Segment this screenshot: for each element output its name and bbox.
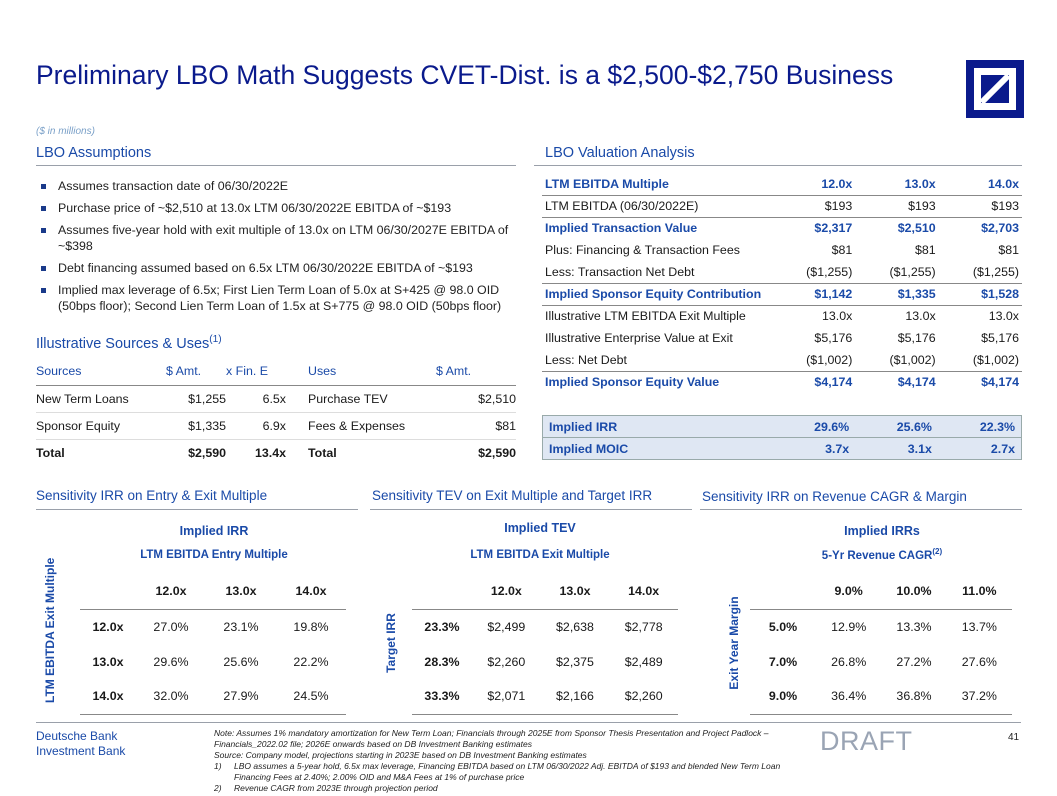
table-row: Illustrative Enterprise Value at Exit $5,176 $5,176 $5,176 [545,331,1019,345]
sens3-divider [700,509,1022,510]
sens2-subheading: LTM EBITDA Exit Multiple [470,549,610,561]
sens2-table [412,574,678,715]
table-row: 12.0x 27.0% 23.1% 19.8% [92,619,329,634]
assumption-bullet: Assumes five-year hold with exit multiple of 13.0x on LTM 06/30/2027E EBITDA of ~$398 [36,222,514,254]
table-row: 33.3% $2,071 $2,166 $2,260 [412,679,678,714]
sources-uses-title: Illustrative Sources & Uses$^{(1)}$ [36,334,222,352]
valuation-title: LBO Valuation Analysis [545,145,695,161]
table-row: 23.3% $2,499 $2,638 $2,778 [424,619,663,634]
sens2-title: Sensitivity TEV on Exit Multiple and Target IRR [372,488,653,503]
table-row: 5.0% 12.9% 13.3% 13.7% [768,619,997,634]
table-header-row: 9.0% 10.0% 11.0% [750,574,1012,609]
brand-name: Deutsche Bank [36,729,118,743]
sens1-table [80,574,346,715]
column-header: $ Amt. [436,358,516,385]
assumptions-list [36,178,514,320]
sens3-heading: Implied IRRs [844,524,920,538]
valuation-table [542,173,1022,393]
assumption-bullet: Implied max leverage of 6.5x; First Lien Term Loan of 5.0x at S+425 @ 98.0 OID (50bps floor); Second Lien Term Loan of 1.5x at S+775 @ 98.0 OID (50bps floor) [36,282,514,314]
sens1-subheading: LTM EBITDA Entry Multiple [140,549,288,561]
table-header-row: 12.0x 13.0x 14.0x [412,574,678,609]
table-row: 13.0x 29.6% 25.6% 22.2% [92,654,329,669]
sens3-table [750,574,1012,715]
table-row: Sponsor Equity $1,335 6.9x Fees & Expenses $81 [36,412,516,439]
brand-division: Investment Bank [36,744,126,758]
sens2-divider [370,509,692,510]
note-text: Note: Assumes 1% mandatory amortization for New Term Loan; Financials through 2025E from Sponsor Thesis Presentation and Project Padlock – Financials_2022.02 file; 2026E onwards based on DB Investment Banking estimates [214,728,769,749]
source-text: Source: Company model, projections starting in 2023E based on DB Investment Banking estimates [214,750,587,760]
sources-uses-table [36,358,516,466]
sens2-heading: Implied TEV [504,521,576,535]
assumption-bullet: Debt financing assumed based on 6.5x LTM 06/30/2022E EBITDA of ~$193 [36,260,514,276]
sens3-title: Sensitivity IRR on Revenue CAGR & Margin [702,489,967,504]
sens3-subheading: 5-Yr Revenue CAGR$^{(2)}$ [821,547,943,562]
column-header: Sources [36,358,166,385]
brand-block [36,729,125,759]
sens2-side-label: Target IRR [384,613,398,673]
footer-divider [36,722,1021,723]
table-row: Implied IRR 29.6% 25.6% 22.3% [543,416,1022,438]
table-row: LTM EBITDA (06/30/2022E) $193 $193 $193 [542,195,1022,217]
sens1-divider [36,509,358,510]
assumptions-divider [36,165,516,166]
table-row: 7.0% 26.8% 27.2% 27.6% [768,654,997,669]
column-header: x Fin. E [226,358,286,385]
sens1-side-label: LTM EBITDA Exit Multiple [43,557,57,703]
assumption-bullet: Purchase price of ~$2,510 at 13.0x LTM 06/30/2022E EBITDA of ~$193 [36,200,514,216]
table-row: Less: Net Debt ($1,002) ($1,002) ($1,002) [542,349,1022,371]
table-row: 9.0% 36.4% 36.8% 37.2% [750,679,1012,714]
sens1-heading: Implied IRR [179,524,249,538]
footnotes [214,728,814,794]
table-row: Illustrative LTM EBITDA Exit Multiple 13.0x 13.0x 13.0x [545,309,1019,324]
table-header-row [36,358,516,385]
table-row: Implied Transaction Value $2,317 $2,510 $2,703 [545,221,1019,236]
column-header: $ Amt. [166,358,226,385]
valuation-divider [534,165,1022,166]
table-header-row: LTM EBITDA Multiple 12.0x 13.0x 14.0x [542,173,1022,195]
table-row: Implied Sponsor Equity Contribution $1,142 $1,335 $1,528 [542,283,1022,305]
footnote-item: 1) LBO assumes a 5-year hold, 6.5x max leverage, Financing EBITDA based on LTM 06/30/2022 Adj. EBITDA of $193 and blended New Term Loan Financing Fees at 2.40%; 2.00% OID and M&A Fees at 1% of purchase price [214,761,781,782]
sens1-title: Sensitivity IRR on Entry & Exit Multiple [36,488,268,503]
units-note: ($ in millions) [36,126,95,137]
table-row: 14.0x 32.0% 27.9% 24.5% [80,679,346,714]
table-row: Plus: Financing & Transaction Fees $81 $81 $81 [545,243,1019,257]
page-title: Preliminary LBO Math Suggests CVET-Dist. is a $2,500-$2,750 Business [36,60,894,90]
assumption-bullet: Assumes transaction date of 06/30/2022E [36,178,514,194]
column-header: Uses [286,358,436,385]
table-row: Implied Sponsor Equity Value $4,174 $4,174 $4,174 [545,375,1019,390]
deutsche-bank-logo [966,60,1024,118]
table-total-row: Total $2,590 13.4x Total $2,590 [36,439,516,466]
sens3-side-label: Exit Year Margin [727,596,741,690]
draft-watermark: DRAFT [820,726,913,756]
table-row: Less: Transaction Net Debt ($1,255) ($1,255) ($1,255) [542,261,1022,283]
table-row: New Term Loans $1,255 6.5x Purchase TEV $2,510 [36,385,516,412]
table-row: 28.3% $2,260 $2,375 $2,489 [424,654,663,669]
assumptions-title: LBO Assumptions [36,145,152,161]
footnote-item: 2) Revenue CAGR from 2023E through projection period [214,783,438,793]
table-row: Implied MOIC 3.7x 3.1x 2.7x [549,441,1015,456]
table-header-row: 12.0x 13.0x 14.0x [80,574,346,609]
page-number: 41 [1008,732,1020,743]
returns-box [542,415,1022,460]
